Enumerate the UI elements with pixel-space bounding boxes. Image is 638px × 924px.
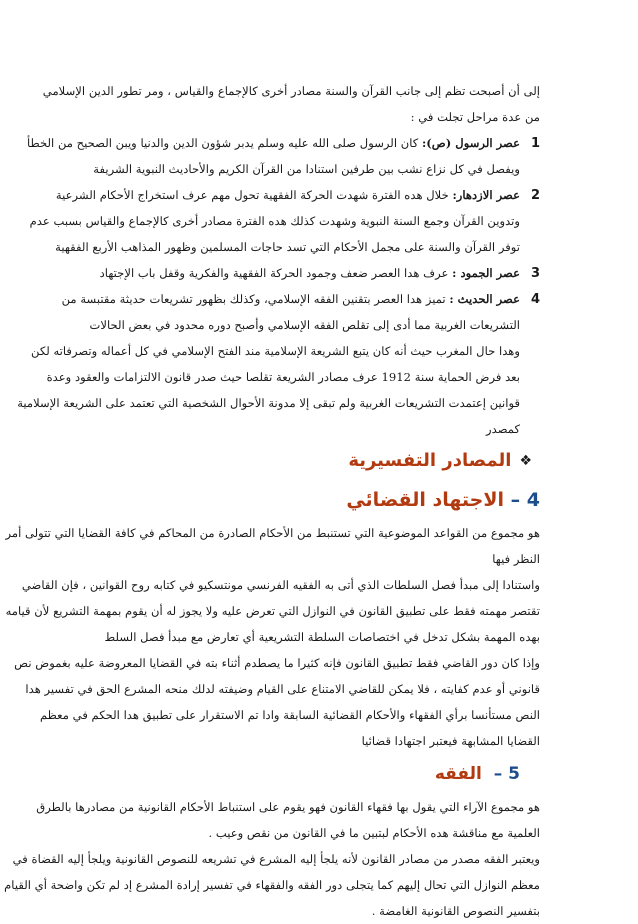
section-number: 4 –: [510, 489, 540, 511]
heading-interpretive-sources: [98, 442, 540, 480]
text-line: القضايا المشابهة فيعتبر اجتهادا قضائيا: [361, 734, 540, 748]
text-line: قانوني أو عدم كفايته ، فلا يمكن للقاضي الامتناع على القيام وضيفته لدلك منحه المشرع الحق في تفسير هدا: [25, 682, 540, 696]
text-line: هو مجموع من القواعد الموضوعية التي تستنبط من الأحكام الصادرة من المحاكم في كافة القضايا التي تتولى أمر: [5, 526, 540, 540]
text-line: التشريعات الغربية مما أدى إلى تقلص الفقه الإسلامي وأصبح دوره محدود في بعض الحالات: [89, 318, 520, 332]
section-5-body: [4, 794, 540, 924]
text-line: بهده المهمة بشكل تدخل في اختصاصات السلطة التشريعية أي تعارض مع مبدأ فصل السلط: [104, 630, 540, 644]
text-line: وإذا كان دور القاضي فقط تطبيق القانون فإنه كثيرا ما يصطدم أثناء بته في القضايا المعروضة عليه بغموض نص: [14, 656, 540, 670]
heading-title: المصادر التفسيرية: [348, 450, 512, 471]
era-item-3: [98, 260, 540, 286]
text-line: النظر فيها: [492, 552, 540, 566]
text-line: توفر القرآن والسنة على مجمل الأحكام التي تسد حاجات المسلمين وظهور المذاهب الأربع الفقهية: [55, 240, 520, 254]
text-line: ويفصل في كل نزاع نشب بين طرفين استنادا من القرآن الكريم والأحاديث النبوية الشريفة: [93, 162, 520, 176]
item-number: 4: [530, 292, 540, 307]
text-line: ويعتبر الفقه مصدر من مصادر القانون لأنه يلجأ إليه المشرع في تشريعه للنصوص القانونية ويلجأ إليه القضاة في: [12, 852, 540, 866]
text-line: كان الرسول صلى الله عليه وسلم يدبر شؤون الدين والدنيا ويبن الصحيح من الخطأ: [26, 136, 419, 150]
text-line: واستنادا إلى مبدأ فصل السلطات الذي أتى به الفقيه الفرنسي مونتسكيو في كتابه روح القوانين ، فإن القاضي: [21, 578, 540, 592]
item-number: 2: [530, 188, 540, 203]
intro-paragraph: [42, 78, 540, 130]
section-heading-jurisprudence: [98, 754, 540, 794]
era-term: عصر الرسول (ص):: [422, 136, 520, 150]
section-heading-judicial-ijtihad: [98, 480, 540, 520]
section-title: الاجتهاد القضائي: [346, 489, 505, 511]
section-title: الفقه: [434, 764, 482, 784]
text-line: تقتصر مهمته فقط على تطبيق القانون في النوازل التي تعرض عليه ولا يجوز له أن يقوم بمهمة التشريع لأن قيامه: [5, 604, 540, 618]
text-line: معظم النوازل التي تحال إليهم كما يتجلى دور الفقه والفقهاء في تفسير إرادة المشرع إد لم تكن واضحة أي القيام: [4, 878, 540, 892]
text-line: بتفسير النصوص القانونية الغامضة .: [371, 904, 540, 918]
text-line: بعد فرض الحماية سنة 1912 عرف مصادر الشريعة تقلصا حيث صدر قانون الالتزامات والعقود وعدة: [46, 370, 520, 384]
text-line: كمصدر: [486, 422, 520, 436]
text-line: من عدة مراحل تجلت في :: [410, 110, 540, 124]
text-line: النص مستأنسا برأي الفقهاء والأحكام القضائية السابقة وادا تم الاستقرار على تطبيق هدا الحكم في معظم: [39, 708, 540, 722]
text-line: وتدوين القرآن وجمع السنة النبوية وشهدت كذلك هده الفترة مصادر أخرى كالإجماع والقياس بسبب عدم: [29, 214, 520, 228]
era-term: عصر الازدهار:: [452, 188, 520, 202]
section-number: 5 –: [493, 764, 520, 784]
era-term: عصر الحديث :: [449, 292, 520, 306]
text-line: وهدا حال المغرب حيث أنه كان يتبع الشريعة الإسلامية مند الفتح الإسلامي في كل أعماله وتصرفاته لكن: [31, 344, 520, 358]
diamond-bullet-icon: ❖: [519, 453, 532, 469]
era-item-1: [26, 130, 540, 182]
text-line: عرف هدا العصر ضعف وجمود الحركة الفقهية والفكرية وقفل باب الإجتهاد: [99, 266, 449, 280]
era-item-4: [17, 286, 540, 442]
text-line: إلى أن أصبحت تظم إلى جانب القرآن والسنة مصادر أخرى كالإجماع والقياس ، ومر تطور الدين الإسلامي: [42, 84, 540, 98]
item-number: 1: [530, 136, 540, 151]
era-term: عصر الجمود :: [452, 266, 520, 280]
text-line: تميز هدا العصر بتقنين الفقه الإسلامي، وكذلك بظهور تشريعات حديثة مقتبسة من: [61, 292, 446, 306]
text-line: هو مجموع الآراء التي يقول بها فقهاء القانون فهو يقوم على استنباط الأحكام القانونية من مصادرها بالطرق: [36, 800, 540, 814]
text-line: قوانين إعتمدت التشريعات الغربية ولم تبقى إلا مدونة الأحوال الشخصية التي تعتمد على الشريعة الإسلامية: [17, 396, 520, 410]
item-number: 3: [530, 266, 540, 281]
text-line: العلمية مع مناقشة هده الأحكام لبتبين ما في القانون من نقص وعيب .: [208, 826, 540, 840]
text-line: خلال هده الفترة شهدت الحركة الفقهية تحول مهم عرف استخراج الأحكام الشرعية: [55, 188, 449, 202]
section-4-body: [5, 520, 540, 754]
era-item-2: [29, 182, 540, 260]
